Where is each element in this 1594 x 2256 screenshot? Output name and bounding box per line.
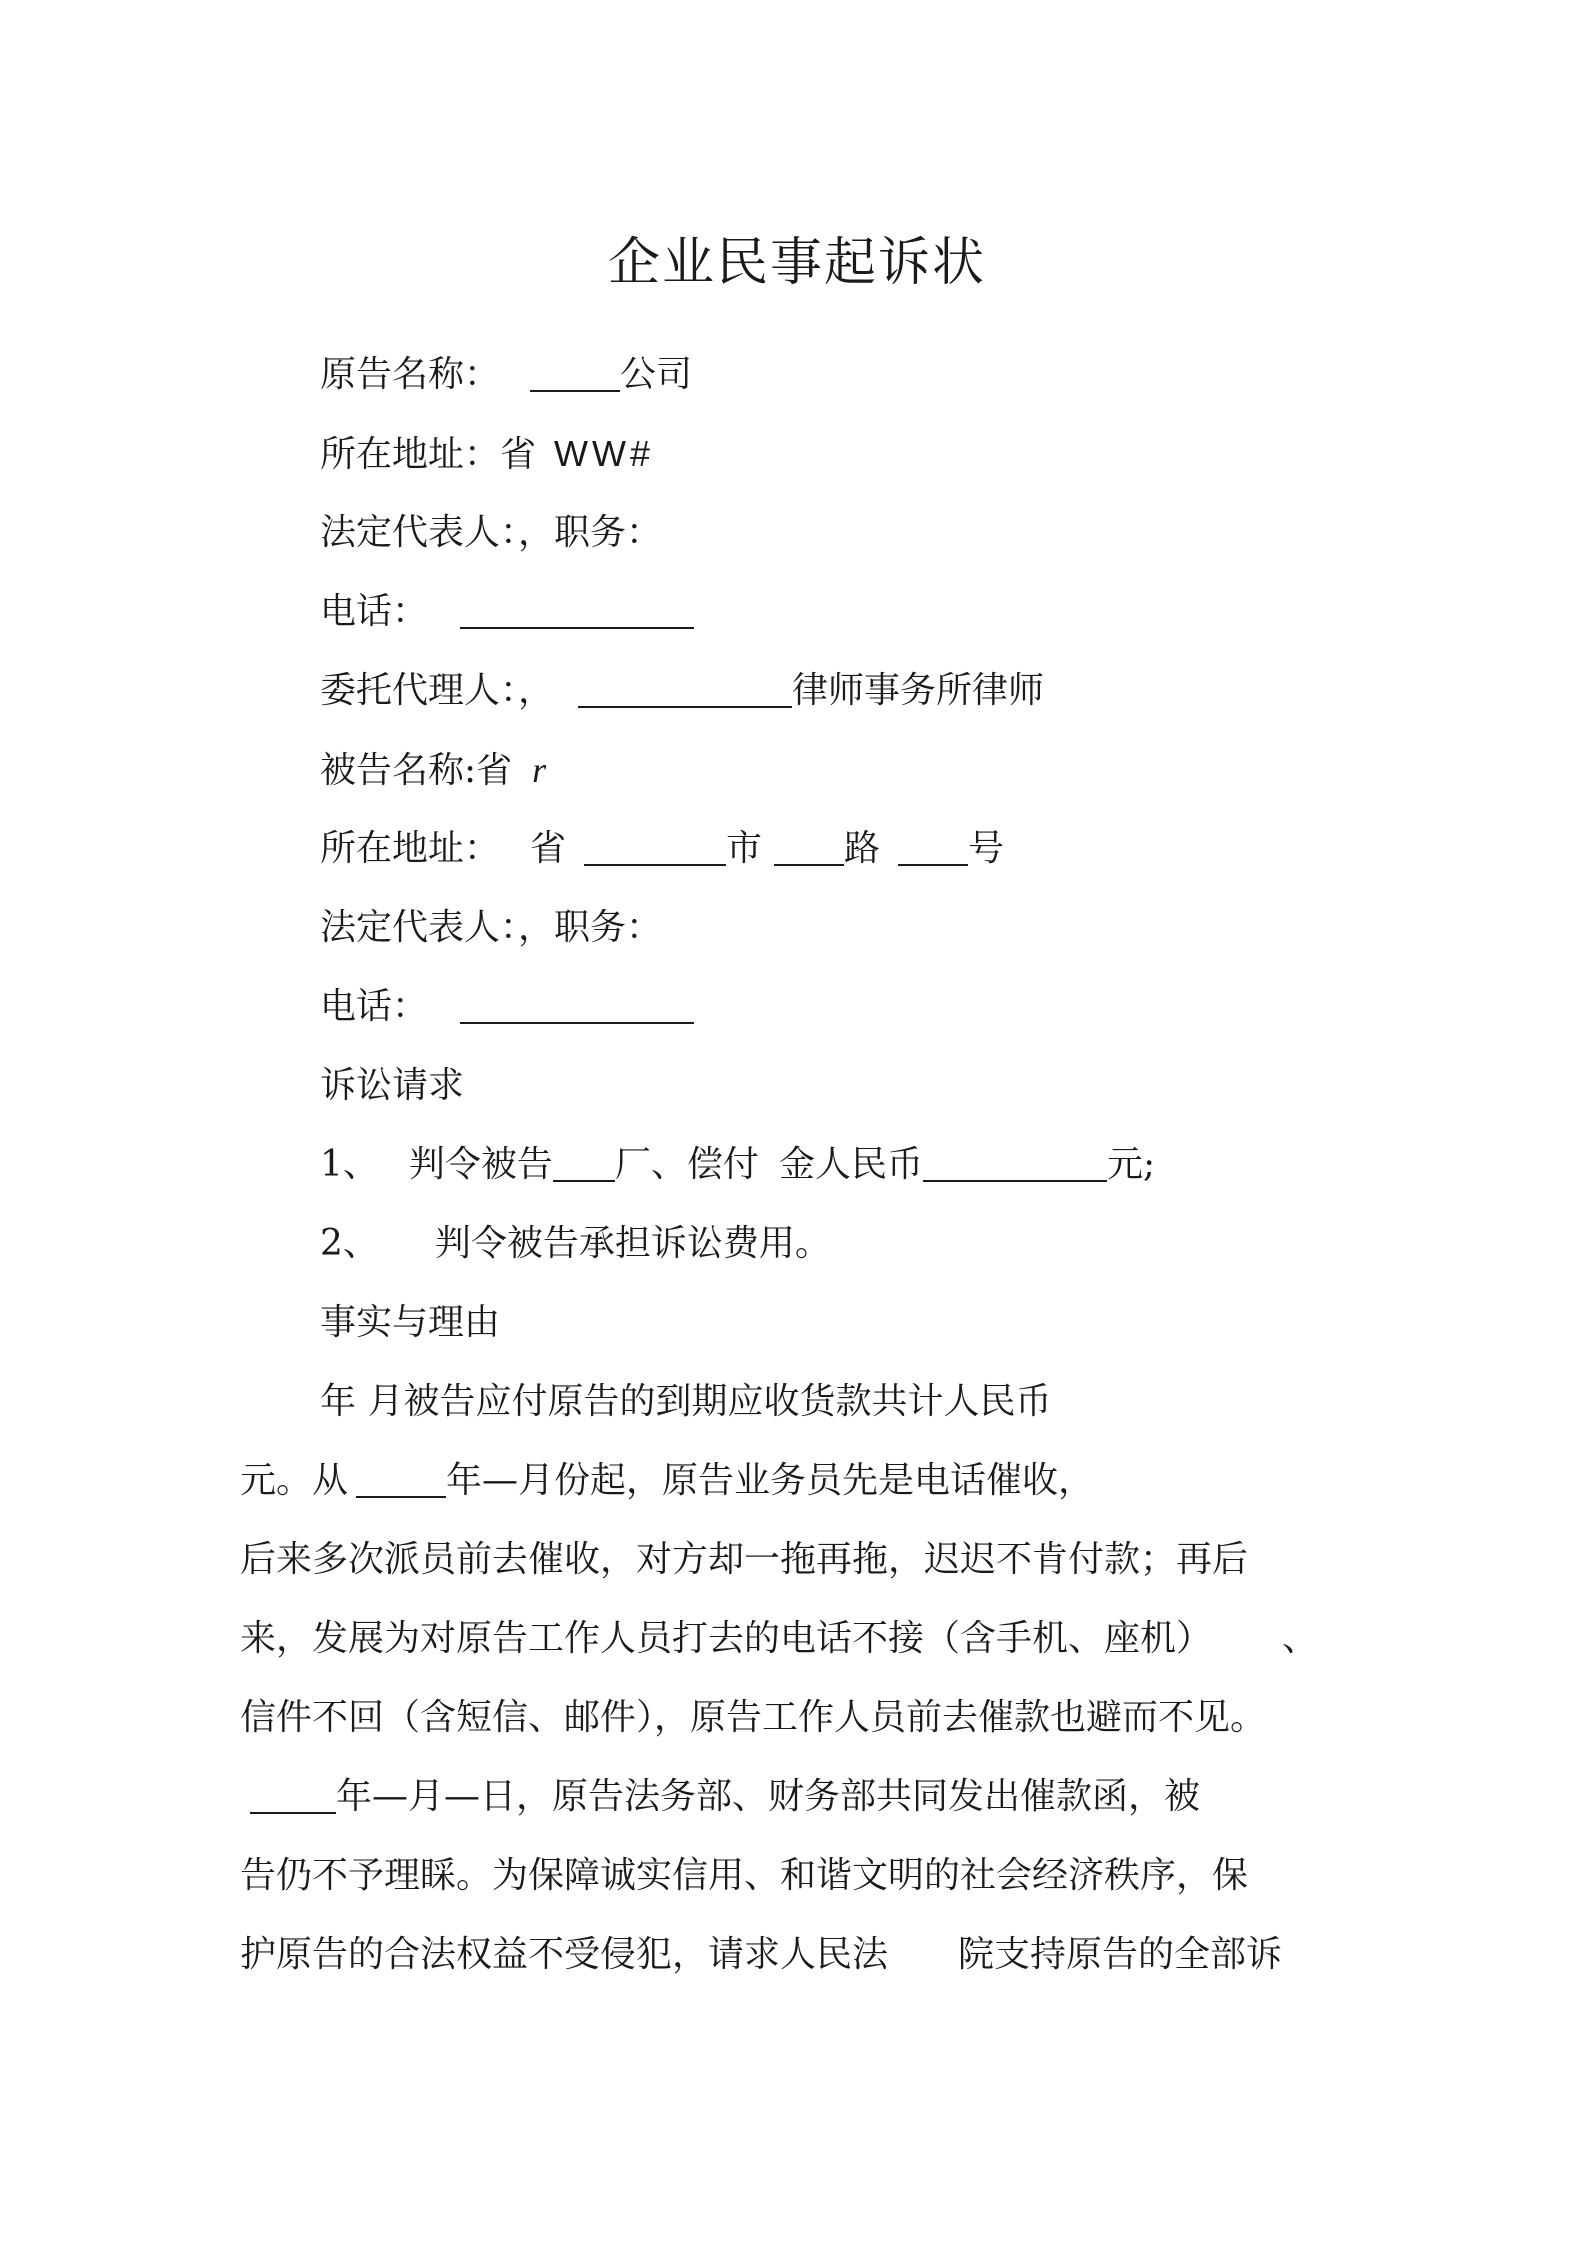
claim-item-2-number: 2、 [320, 1223, 379, 1264]
defendant-phone-blank [460, 986, 694, 1024]
defendant-phone-line [320, 982, 694, 1032]
claim-item-1 [320, 1140, 1155, 1190]
facts-paragraph-2-line-1 [240, 1772, 1200, 1822]
defendant-phone-label: 电话： [320, 986, 429, 1027]
facts-date-blank [250, 1776, 336, 1814]
facts-p1-l4-end: 、 [1282, 1618, 1319, 1659]
defendant-address-line [320, 824, 1004, 874]
plaintiff-agent-blank [578, 670, 792, 708]
defendant-name-label: 被告名称:省 [320, 750, 513, 791]
defendant-address-city: 市 [726, 828, 763, 869]
defendant-name-line [320, 745, 546, 796]
plaintiff-name-suffix: 公司 [620, 354, 693, 395]
facts-p1-l4-text: 来，发展为对原告工作人员打去的电话不接（含手机、座机） [240, 1618, 1213, 1659]
claim-item-1-text-c: 金人民币 [778, 1144, 923, 1185]
claim-item-1-blank-a [553, 1144, 615, 1182]
claim-item-1-text-a: 判令被告 [408, 1144, 553, 1185]
facts-paragraph-1-line-1: 年 月被告应付原告的到期应收货款共计人民币 [320, 1381, 1052, 1422]
claim-item-2 [320, 1219, 831, 1269]
plaintiff-agent-line [320, 666, 1044, 716]
facts-p1-l2-text-a: 元。从 [240, 1460, 349, 1501]
defendant-address-no: 号 [968, 828, 1005, 869]
defendant-name-value: r [532, 750, 547, 790]
plaintiff-rep-label: 法定代表人：，职务： [320, 512, 663, 553]
plaintiff-address-value: WW# [554, 433, 655, 474]
facts-p2-l3-text-b: 院支持原告的全部诉 [958, 1934, 1283, 1975]
facts-p2-l1-text: 年—月—日，原告法务部、财务部共同发出催款函，被 [336, 1776, 1201, 1817]
claim-item-1-text-d: 元; [1106, 1144, 1156, 1185]
defendant-rep-line [320, 903, 662, 953]
defendant-road-blank [774, 828, 844, 866]
plaintiff-agent-label: 委托代理人：， [320, 670, 555, 711]
facts-paragraph-2-line-2: 告仍不予理睬。为保障诚实信用、和谐文明的社会经济秩序，保 [240, 1855, 1249, 1896]
defendant-city-blank [584, 828, 726, 866]
claim-item-2-text: 判令被告承担诉讼费用。 [434, 1223, 831, 1264]
facts-p2-l3-text-a: 护原告的合法权益不受侵犯，请求人民法 [240, 1934, 889, 1975]
plaintiff-name-blank [530, 354, 620, 392]
facts-paragraph-2-line-3 [240, 1930, 1282, 1980]
defendant-address-province: 省 [530, 828, 567, 869]
claim-item-1-amount-blank [923, 1144, 1107, 1182]
plaintiff-address-line [320, 429, 654, 480]
plaintiff-phone-label: 电话： [320, 591, 429, 632]
defendant-address-label: 所在地址： [320, 828, 501, 869]
facts-heading: 事实与理由 [320, 1302, 501, 1343]
plaintiff-phone-line [320, 587, 694, 637]
plaintiff-name-line [320, 350, 692, 400]
claim-item-1-number: 1、 [320, 1144, 379, 1185]
facts-paragraph-1-line-5: 信件不回（含短信、邮件），原告工作人员前去催款也避而不见。 [240, 1697, 1267, 1738]
facts-paragraph-1-line-3: 后来多次派员前去催收，对方却一拖再拖，迟迟不肯付款；再后 [240, 1539, 1249, 1580]
facts-paragraph-1-line-2 [240, 1456, 1094, 1506]
facts-year-blank [356, 1460, 446, 1498]
defendant-address-road: 路 [844, 828, 881, 869]
plaintiff-address-label: 所在地址： [320, 434, 501, 475]
document-title: 企业民事起诉状 [607, 233, 986, 293]
facts-paragraph-1-line-4 [240, 1614, 1318, 1664]
facts-p1-l2-text-b: 年—月份起，原告业务员先是电话催收， [446, 1460, 1095, 1501]
defendant-no-blank [898, 828, 968, 866]
plaintiff-address-province: 省 [500, 434, 537, 475]
plaintiff-name-label: 原告名称： [320, 354, 501, 395]
defendant-rep-label: 法定代表人：，职务： [320, 907, 663, 948]
claims-heading: 诉讼请求 [320, 1065, 465, 1106]
claim-item-1-text-b: 厂、偿付 [614, 1144, 759, 1185]
plaintiff-agent-suffix: 律师事务所律师 [792, 670, 1045, 711]
plaintiff-rep-line [320, 508, 662, 558]
plaintiff-phone-blank [460, 591, 694, 629]
